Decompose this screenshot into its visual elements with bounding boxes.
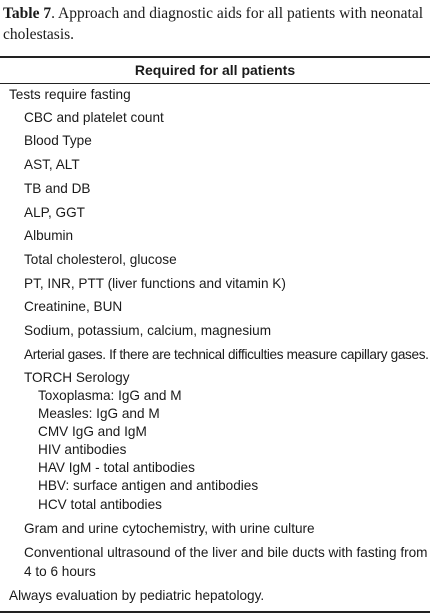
torch-item: CMV IgG and IgM — [38, 424, 147, 439]
torch-item: Measles: IgG and M — [38, 406, 160, 421]
test-row: ALP, GGT — [24, 205, 85, 220]
test-row: Total cholesterol, glucose — [24, 252, 177, 267]
torch-item: HIV antibodies — [38, 442, 127, 457]
torch-item: Toxoplasma: IgG and M — [38, 388, 182, 403]
test-row: Sodium, potassium, calcium, magnesium — [24, 323, 272, 338]
torch-title: TORCH Serology — [24, 370, 130, 385]
test-row: PT, INR, PTT (liver functions and vitamin K) — [24, 276, 286, 291]
test-row: Albumin — [24, 228, 74, 243]
intro-row: Tests require fasting — [9, 87, 131, 102]
ultrasound-row-line-1: Conventional ultrasound of the liver and bile ducts with fasting from — [24, 545, 428, 560]
torch-item: HBV: surface antigen and antibodies — [38, 478, 259, 493]
table-header-rule — [0, 83, 430, 84]
caption-label: Table 7 — [3, 5, 52, 22]
table-top-rule — [0, 56, 430, 58]
gram-row: Gram and urine cytochemistry, with urine culture — [24, 521, 315, 536]
test-row: AST, ALT — [24, 157, 80, 172]
table-header: Required for all patients — [134, 62, 296, 78]
test-row: Arterial gases. If there are technical difficulties measure capillary gases. — [24, 347, 429, 362]
test-row: Blood Type — [24, 133, 92, 148]
footer-row: Always evaluation by pediatric hepatology. — [9, 588, 265, 603]
torch-item: HCV total antibodies — [38, 497, 162, 512]
ultrasound-row-line-2: 4 to 6 hours — [24, 564, 96, 579]
test-row: TB and DB — [24, 181, 91, 196]
caption-text: . Approach and diagnostic aids for all patients with neonatal cholestasis. — [3, 5, 424, 43]
table-caption — [3, 3, 423, 45]
table-bottom-rule — [0, 611, 430, 613]
test-row: CBC and platelet count — [24, 110, 164, 125]
test-row: Creatinine, BUN — [24, 299, 123, 314]
torch-item: HAV IgM - total antibodies — [38, 460, 195, 475]
